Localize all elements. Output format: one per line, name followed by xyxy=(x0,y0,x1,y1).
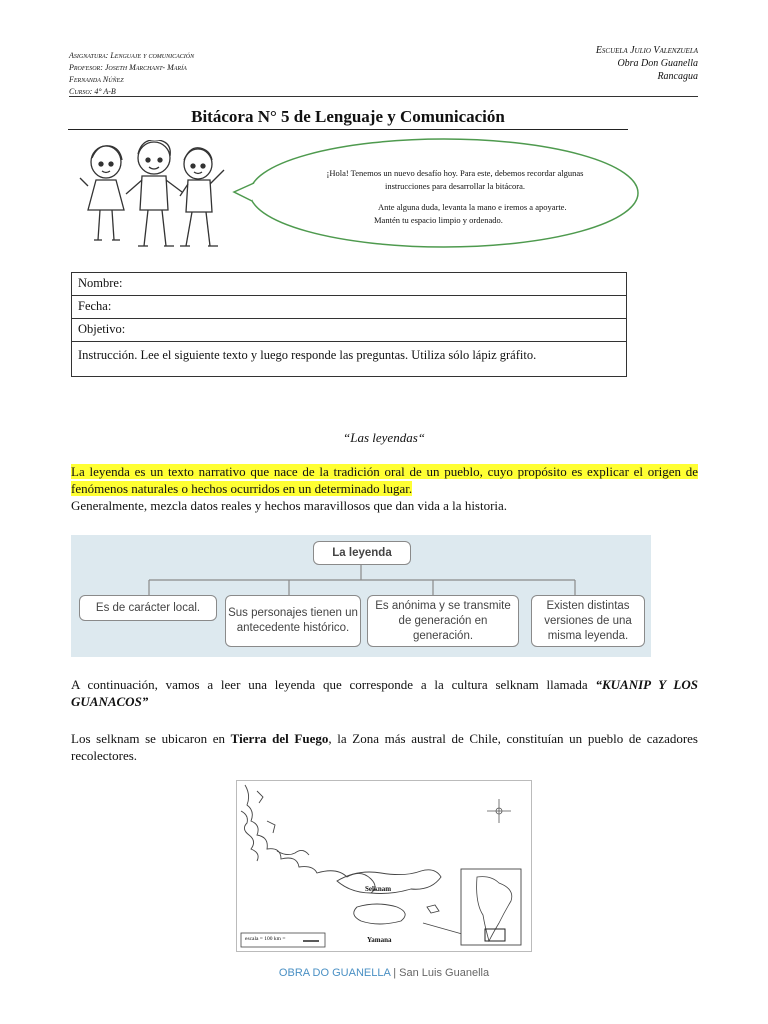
diagram-item-4: Existen distintas versiones de una misma leyenda. xyxy=(531,595,645,647)
field-objetivo[interactable]: Objetivo: xyxy=(72,319,626,342)
bubble-line-2: instrucciones para desarrollar la bitácora. xyxy=(385,181,525,191)
diagram-root: La leyenda xyxy=(313,541,411,565)
field-fecha[interactable]: Fecha: xyxy=(72,296,626,319)
field-nombre[interactable]: Nombre: xyxy=(72,273,626,296)
footer-text: San Luis Guanella xyxy=(399,967,490,979)
bubble-text xyxy=(300,167,630,227)
legend-title: “KUANIP Y LOS GUANACOS” xyxy=(71,677,698,709)
teacher-line: Profesor: Joseth Marchant- María xyxy=(69,63,187,72)
subject-line: Asignatura: Lenguaje y comunicación xyxy=(69,51,195,60)
footer-brand: OBRA DO GUANELLA xyxy=(278,967,391,979)
field-instruccion: Instrucción. Lee el siguiente texto y luego responde las preguntas. Utiliza sólo lápiz gráfito. xyxy=(78,348,537,362)
continuation-text: A continuación, vamos a leer una leyenda que corresponde a la cultura selknam llamada xyxy=(71,677,596,692)
continuation-paragraph xyxy=(71,676,698,710)
map-drawing xyxy=(237,781,531,951)
school-info xyxy=(596,44,698,83)
map-scale: escala = 100 km = xyxy=(245,936,286,942)
student-info-table xyxy=(71,272,627,377)
page-footer xyxy=(0,967,768,979)
selknam-before: Los selknam se ubicaron en xyxy=(71,731,231,746)
legend-diagram xyxy=(71,535,651,657)
diagram-item-2: Sus personajes tienen un antecedente histórico. xyxy=(225,595,361,647)
intro-plain: Generalmente, mezcla datos reales y hechos maravillosos que dan vida a la historia. xyxy=(71,498,508,513)
school-name: Escuela Julio Valenzuela xyxy=(595,45,698,56)
header-info xyxy=(69,50,194,98)
diagram-item-3: Es anónima y se transmite de generación en generación. xyxy=(367,595,519,647)
header-divider xyxy=(69,96,698,97)
footer-separator: | xyxy=(390,967,400,979)
course-line: Curso: 4° A-B xyxy=(69,87,116,96)
bubble-line-3: Ante alguna duda, levanta la mano e iremos a apoyarte. xyxy=(378,202,567,212)
city-name: Rancagua xyxy=(657,71,698,82)
title-underline xyxy=(68,129,628,130)
label-yamana: Yamana xyxy=(367,936,392,944)
bubble-line-4: Mantén tu espacio limpio y ordenado. xyxy=(374,215,503,225)
tierra-del-fuego-map xyxy=(236,780,532,952)
highlighted-definition: La leyenda es un texto narrativo que nace de la tradición oral de un pueblo, cuyo propósito es explicar el origen de fenómenos naturales o hechos ocurridos en un determinado lugar. xyxy=(71,464,698,496)
diagram-item-1: Es de carácter local. xyxy=(79,595,217,621)
section-title: “Las leyendas“ xyxy=(343,430,425,445)
label-selknam: Selknam xyxy=(365,885,392,893)
teacher-line-2: Fernanda Núñez xyxy=(69,75,124,84)
bubble-line-1: ¡Hola! Tenemos un nuevo desafío hoy. Para este, debemos recordar algunas xyxy=(326,168,584,178)
selknam-after: , la Zona más austral de Chile, constituían un pueblo de cazadores recolectores. xyxy=(71,731,698,763)
place-name: Tierra del Fuego xyxy=(230,731,329,746)
kids-illustration xyxy=(78,140,230,260)
selknam-paragraph xyxy=(71,730,698,764)
intro-paragraph xyxy=(71,463,698,514)
page-title: Bitácora N° 5 de Lenguaje y Comunicación xyxy=(191,107,505,126)
org-name: Obra Don Guanella xyxy=(617,58,698,69)
